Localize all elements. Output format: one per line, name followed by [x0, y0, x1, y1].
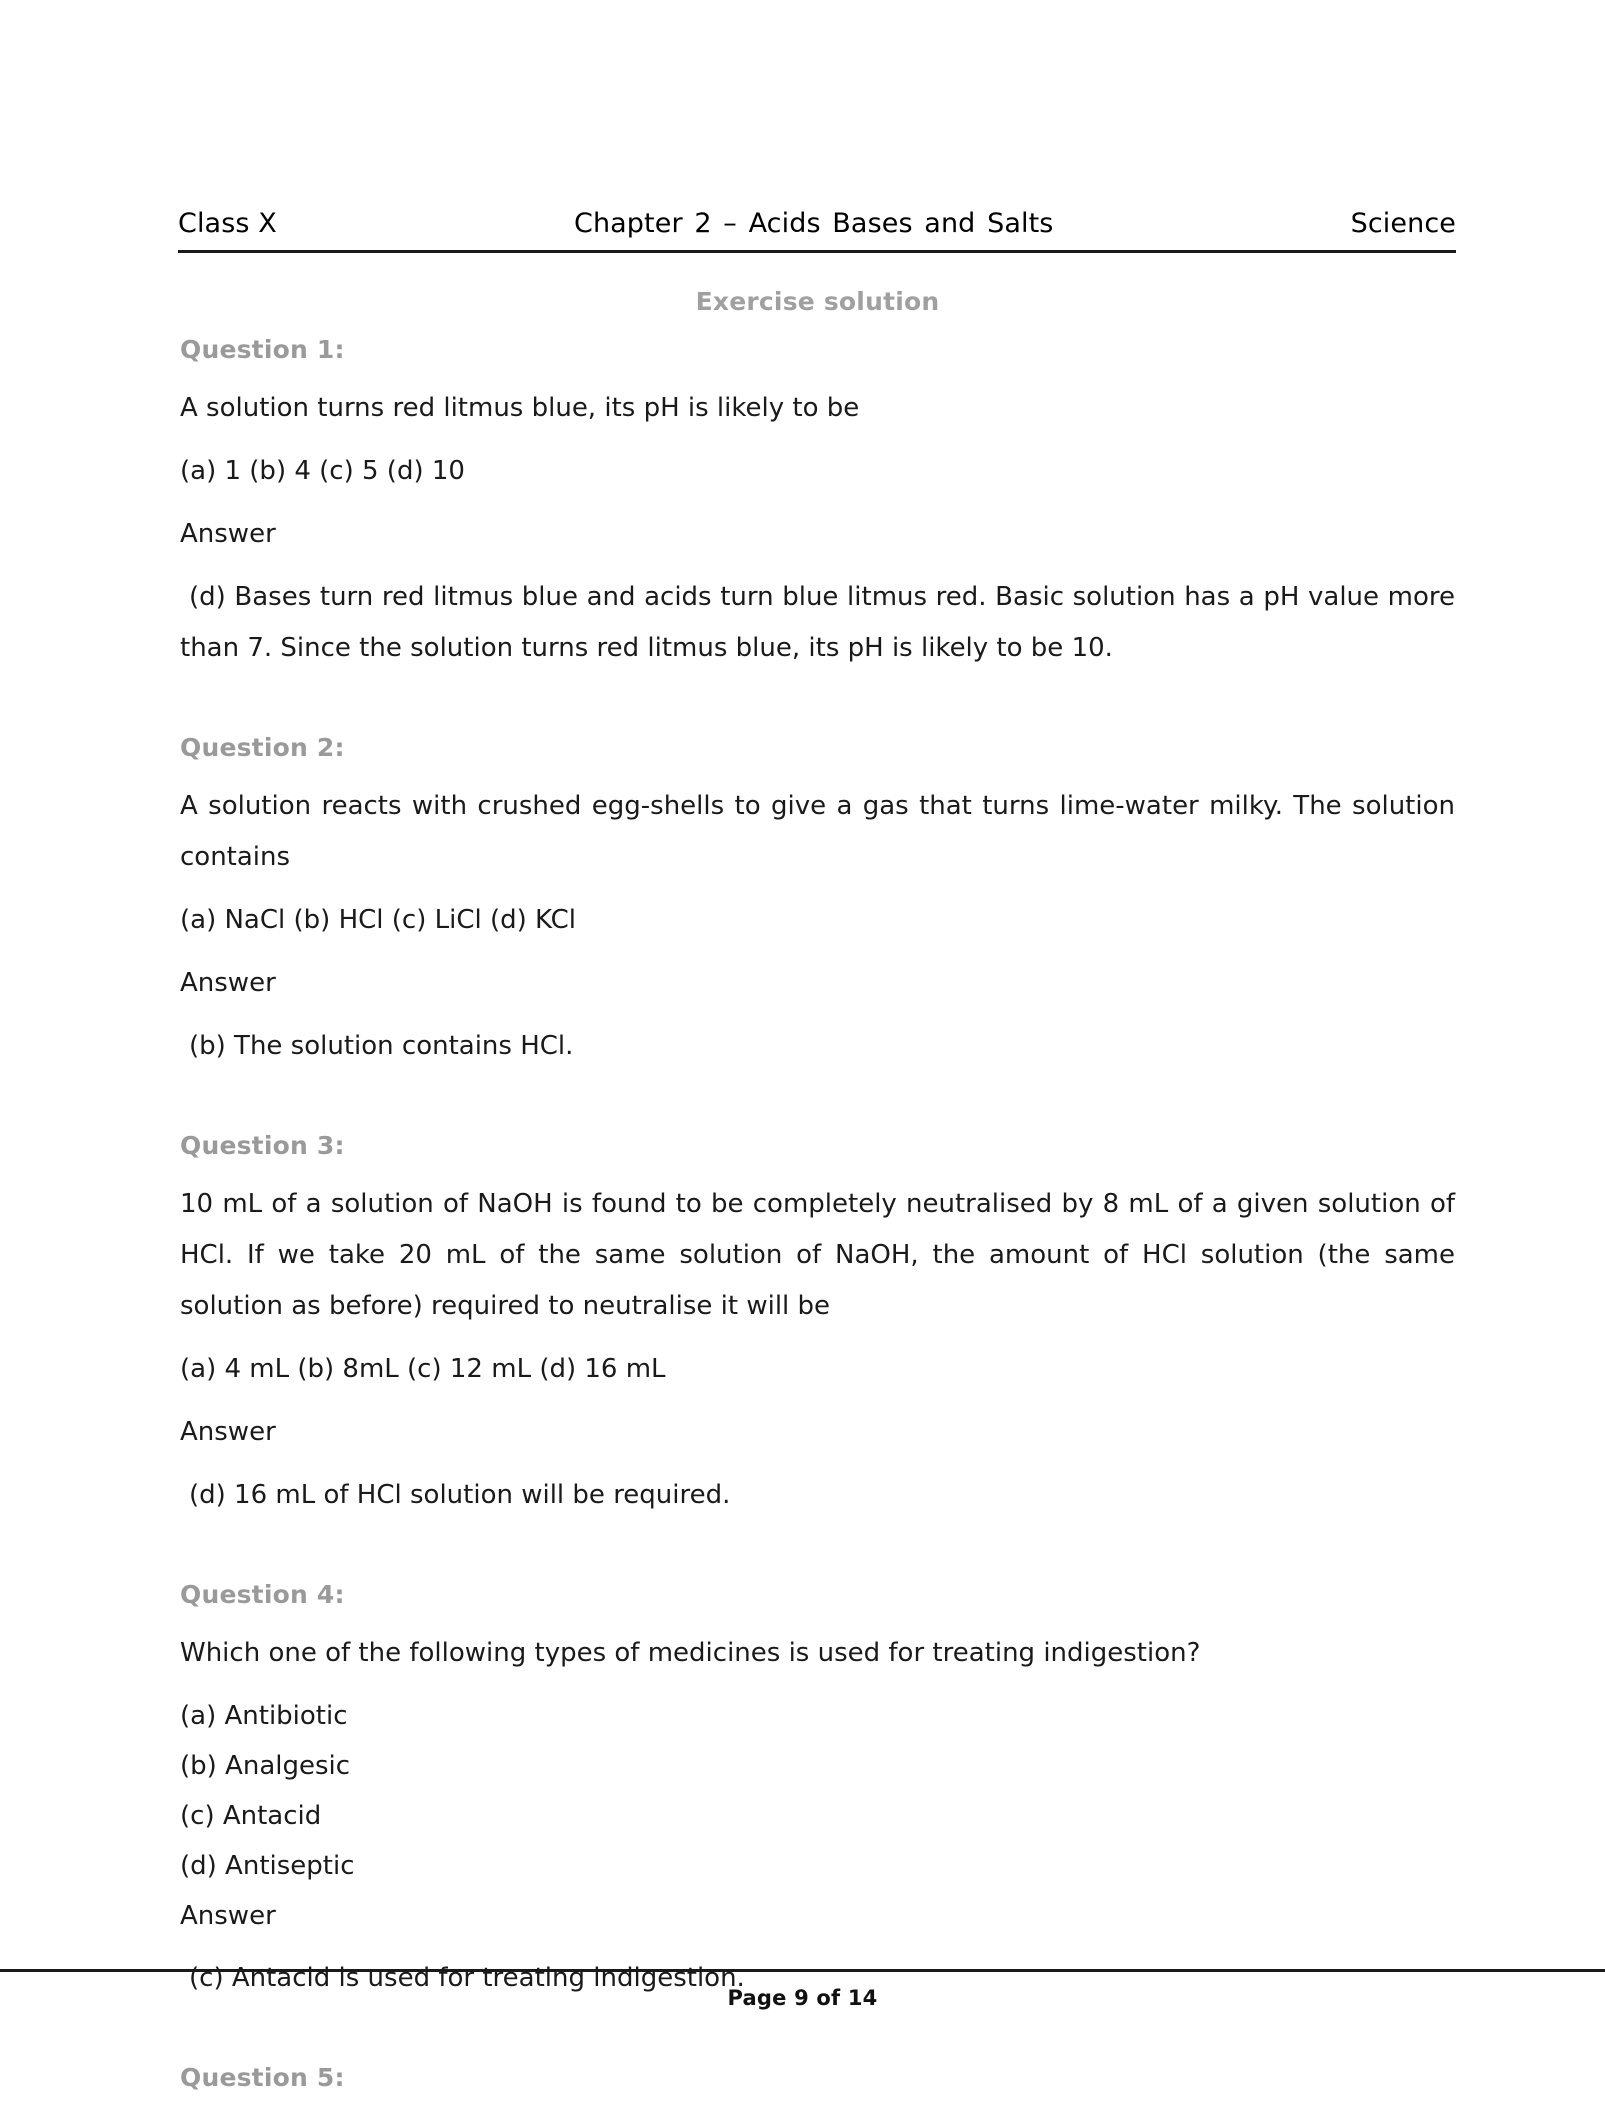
- question-options-3: (a) 4 mL (b) 8mL (c) 12 mL (d) 16 mL: [180, 1354, 666, 1384]
- question-block-4: [180, 1578, 1455, 2004]
- header-divider: [178, 250, 1456, 253]
- question-options-1: (a) 1 (b) 4 (c) 5 (d) 10: [180, 456, 465, 486]
- question-block-5: [180, 2061, 1455, 2095]
- question-options-2: (a) NaCl (b) HCl (c) LiCl (d) KCl: [180, 905, 577, 935]
- question-block-1: [180, 333, 1455, 674]
- section-spacer: [180, 1072, 1455, 1129]
- question-block-2: [180, 731, 1455, 1072]
- answer-text-2: (b) The solution contains HCl.: [189, 1031, 574, 1061]
- section-spacer: [180, 2004, 1455, 2061]
- answer-label-3: Answer: [180, 1417, 276, 1447]
- question-heading-3: Question 3:: [180, 1131, 345, 1160]
- header-class-label: Class X: [178, 208, 277, 239]
- question-prompt-3: 10 mL of a solution of NaOH is found to be completely neutralised by 8 mL of a given solution of HCl. If we take 20 mL of the same solution of NaOH, the amount of HCl solution (the same solution as before) required to neutralise it will be: [180, 1189, 1455, 1321]
- answer-label-1: Answer: [180, 519, 276, 549]
- page-number: Page 9 of 14: [727, 1986, 878, 2010]
- question-prompt-1: A solution turns red litmus blue, its pH is likely to be: [180, 393, 860, 423]
- page-title: Exercise solution: [695, 287, 940, 316]
- question-prompt-4: Which one of the following types of medicines is used for treating indigestion?: [180, 1638, 1201, 1668]
- answer-text-4: (c) Antacid is used for treating indigestion.: [189, 1963, 745, 1993]
- question-heading-4: Question 4:: [180, 1580, 345, 1609]
- question-heading-2: Question 2:: [180, 733, 345, 762]
- answer-text-3: (d) 16 mL of HCl solution will be required.: [189, 1480, 731, 1510]
- question-prompt-2: A solution reacts with crushed egg-shells to give a gas that turns lime-water milky. The solution contains: [180, 791, 1455, 872]
- running-header: [178, 207, 1456, 241]
- option-item: (a) Antibiotic: [180, 1701, 348, 1731]
- answer-label-4: Answer: [180, 1901, 276, 1931]
- option-item: (c) Antacid: [180, 1801, 322, 1831]
- question-heading-1: Question 1:: [180, 335, 345, 364]
- question-options-4: [180, 1691, 1455, 1891]
- header-subject-label: Science: [1350, 208, 1456, 239]
- question-block-3: [180, 1129, 1455, 1521]
- footer-divider: [0, 1969, 1605, 1972]
- section-spacer: [180, 674, 1455, 731]
- document-body: [180, 284, 1455, 2111]
- answer-label-2: Answer: [180, 968, 276, 998]
- option-item: (d) Antiseptic: [180, 1851, 355, 1881]
- option-item: (b) Analgesic: [180, 1751, 351, 1781]
- section-spacer: [180, 1521, 1455, 1578]
- answer-text-1: (d) Bases turn red litmus blue and acids turn blue litmus red. Basic solution has a pH value more than 7. Since the solution turns red litmus blue, its pH is likely to be 10.: [180, 582, 1455, 663]
- header-chapter-title: Chapter 2 – Acids Bases and Salts: [574, 208, 1054, 239]
- question-heading-5: Question 5:: [180, 2063, 345, 2092]
